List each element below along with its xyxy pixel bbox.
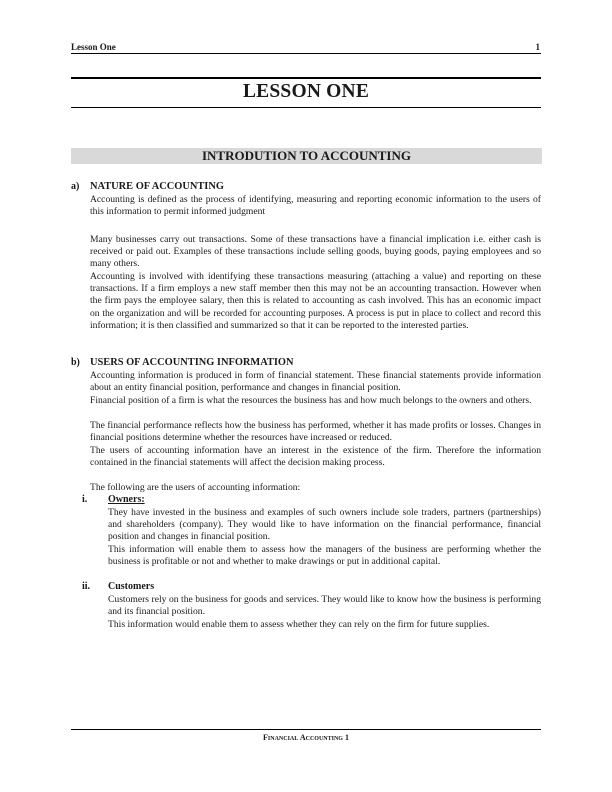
section-a-label: a) [71, 181, 80, 192]
section-b-para-1: Accounting information is produced in form of financial statement. These financial statements provide information about an entity financial position, performance and changes in financial position. [90, 370, 541, 394]
section-b-label: b) [71, 357, 80, 368]
user-customers-para-1: Customers rely on the business for goods and services. They would like to know how the business is performing and its financial position. [108, 594, 541, 618]
section-b-para-3: The financial performance reflects how the business has performed, whether it has made profits or losses. Changes in financial positions determine whether the resources have increased or reduced. [90, 420, 541, 444]
section-b-para-2: Financial position of a firm is what the resources the business has and how much belongs to the owners and others. [90, 395, 532, 406]
running-footer: Financial Accounting 1 [263, 733, 349, 742]
user-i-label: i. [82, 494, 88, 505]
section-a-para-2: Many businesses carry out transactions. Some of these transactions have a financial implication i.e. either cash is received or paid out. Examples of these transactions include selling goods, buying goods, paying employees and so many others. [90, 234, 541, 270]
page-number: 1 [535, 42, 540, 52]
user-customers-para-2: This information would enable them to assess whether they can rely on the firm for future supplies. [108, 619, 490, 630]
section-b-para-4: The users of accounting information have an interest in the existence of the firm. Therefore the information contained in the financial statements will affect the decision making process. [90, 445, 541, 469]
section-a-heading: NATURE OF ACCOUNTING [90, 181, 224, 192]
user-customers-heading: Customers [108, 581, 155, 592]
header-rule [71, 53, 541, 54]
user-owners-heading: Owners: [108, 494, 145, 505]
footer-rule [71, 729, 541, 730]
section-a-para-1: Accounting is defined as the process of identifying, measuring and reporting economic information to the users of this information to permit informed judgment [90, 194, 541, 218]
user-owners-para-1: They have invested in the business and examples of such owners include sole traders, partners (partnerships) and shareholders (company). They would like to have information on the financial performance, financial position and changes in financial position. [108, 507, 541, 543]
section-b-para-5: The following are the users of accounting information: [90, 482, 301, 493]
section-b-heading: USERS OF ACCOUNTING INFORMATION [90, 357, 294, 368]
header-lesson-label: Lesson One [71, 42, 116, 52]
user-ii-label: ii. [82, 581, 91, 592]
title-rule-top [71, 77, 541, 79]
title-rule-bottom [71, 107, 541, 108]
chapter-title: INTRODUTION TO ACCOUNTING [71, 148, 542, 164]
section-a-para-3: Accounting is involved with identifying these transactions measuring (attaching a value) and reporting on these transactions. If a firm employs a new staff member then this may not be an accounting transaction. However when the firm pays the employee salary, then this is related to accounting as cash involved. This has an economic impact on the organization and will be recorded for accounting purposes. A process is put in place to collect and record this information; it is then classified and summarized so that it can be reported to the interested parties. [90, 271, 541, 331]
user-owners-para-2: This information will enable them to assess how the managers of the business are performing whether the business is profitable or not and whether to make drawings or put in additional capital. [108, 544, 541, 568]
lesson-title: LESSON ONE [242, 81, 370, 102]
